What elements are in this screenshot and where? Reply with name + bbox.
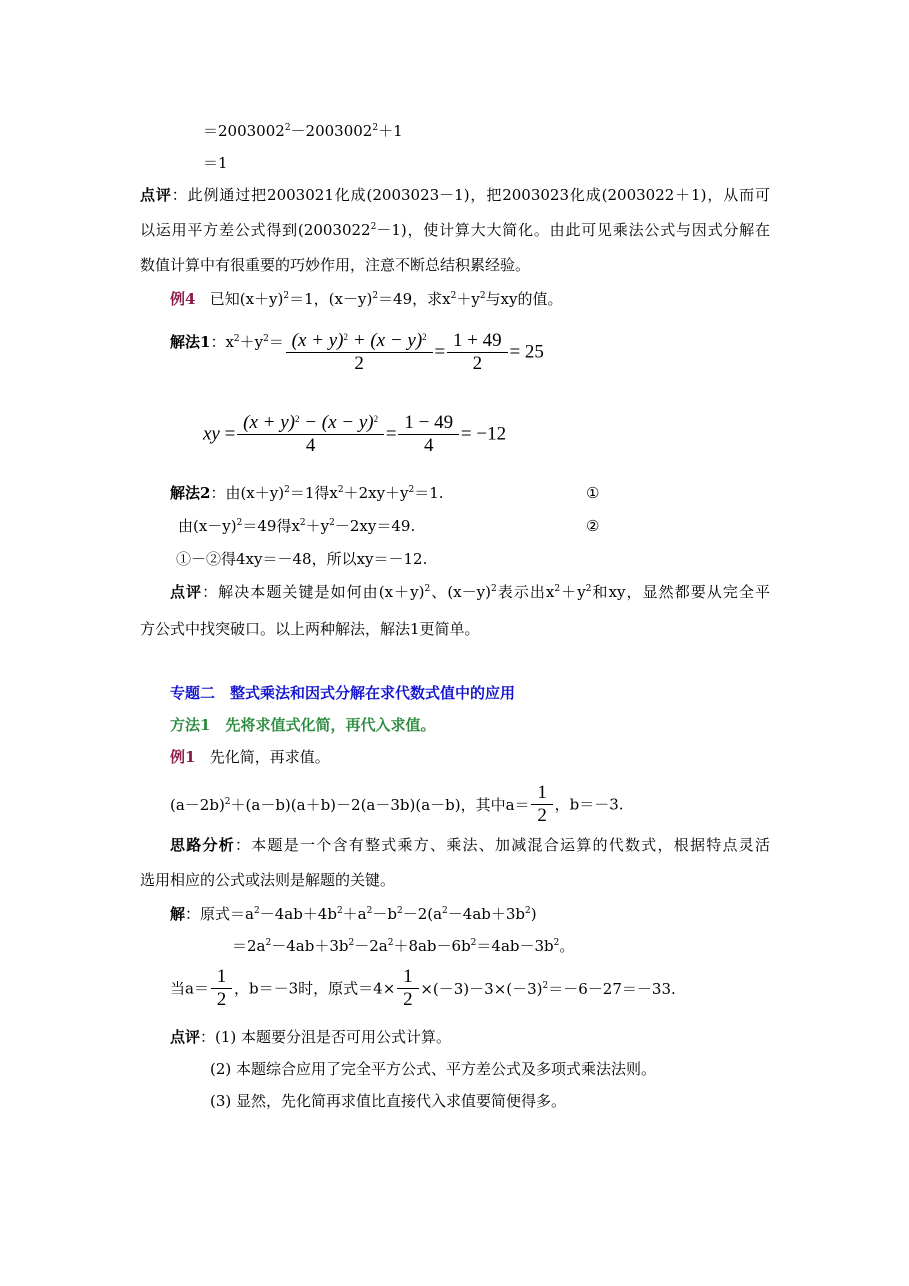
comment-text: ：此例通过把2003021化成(2003023－1)，把2003023化成(2003022＋1)，从而可: [171, 186, 770, 204]
frac-den: 2: [447, 352, 508, 375]
solution-text: ＝1.: [414, 484, 444, 502]
calc-text: ＝2003002: [203, 122, 285, 140]
comment-3-line-2: (2) 本题综合应用了完全平方公式、平方差公式及多项式乘法法则。: [210, 1060, 657, 1078]
sub-text: ×(－3)－3×(－3): [420, 979, 543, 998]
comment-text: －1)，使计算大大简化。由此可见乘法公式与因式分解在: [376, 221, 770, 239]
comment-label: 点评: [170, 583, 203, 601]
exp: 2: [470, 938, 477, 948]
example-text: 先化简，再求值。: [209, 748, 330, 766]
exp: 2: [348, 938, 355, 948]
frac-den: 2: [211, 988, 233, 1011]
example-label: 例1: [170, 748, 196, 766]
calc-line-1: [203, 121, 403, 141]
exp: 2: [236, 518, 243, 528]
frac-den: 4: [237, 434, 384, 457]
exp: 2: [263, 333, 269, 344]
comment-text: ：(1) 本题要分沮是否可用公式计算。: [200, 1028, 452, 1046]
result: = −12: [460, 423, 507, 445]
solution-text: ：由(x＋y): [210, 484, 285, 502]
fraction-value: [401, 412, 456, 457]
frac-num: 1 − 49: [404, 412, 454, 433]
exp: 2: [424, 584, 431, 594]
calc-line-2: ＝1: [203, 154, 228, 172]
analysis-text: ：本题是一个含有整式乘方、乘法、加减混合运算的代数式，根据特点灵活: [235, 836, 770, 854]
sub-text: 当a＝: [170, 979, 209, 998]
frac-den: 2: [397, 988, 419, 1011]
frac-den: 2: [531, 804, 553, 827]
comment-3-line-3: (3) 显然，先化简再求值比直接代入求值要简便得多。: [210, 1092, 567, 1110]
comment-3-line-1: [170, 1027, 451, 1047]
exp: 2: [373, 414, 379, 424]
comment-text: 、(x－y): [430, 583, 491, 601]
solution-text: ): [530, 905, 537, 923]
comment-1-line-1: [140, 185, 770, 205]
solution-text: ＋y: [239, 332, 264, 351]
solution-text: 由(x－y): [178, 517, 237, 535]
solution-text: ＋a: [342, 905, 367, 923]
frac-den: 2: [286, 352, 433, 375]
comment-1-line-2: [140, 220, 770, 240]
exp: 2: [343, 332, 348, 342]
calc-text: ＋1: [378, 122, 403, 140]
exp: 2: [554, 584, 561, 594]
sub-text: ＝－6－27＝－33.: [548, 979, 676, 998]
xy-lhs: xy: [203, 423, 220, 445]
solution-text: －2a: [354, 937, 388, 955]
exp: 2: [366, 906, 373, 916]
frac-num: − (x − y): [299, 412, 374, 433]
example-text: ＝1，(x－y): [289, 290, 373, 308]
exp: 2: [450, 291, 457, 301]
result: = 25: [509, 341, 544, 363]
solution-text: ＝49得x: [242, 517, 300, 535]
solution-2-line-3: ①－②得4xy＝－48，所以xy＝－12.: [176, 550, 428, 568]
xy-formula: xy = $\frac{(x + y)^2 - (x - y)^2}{4}$ = $\frac{1 - 49}{4}$ = −12: [203, 412, 507, 456]
exp: 2: [422, 332, 427, 342]
expr-text: ＋(a－b)(a＋b)－2(a－3b)(a－b)，其中a＝: [230, 795, 530, 814]
example-text: 与xy的值。: [485, 290, 563, 308]
solution-line-1: [170, 904, 537, 924]
comment-2-line-2: 方公式中找突破口。以上两种解法，解法1更简单。: [140, 620, 480, 638]
exp: 2: [329, 518, 335, 528]
equation-mark-1: ①: [586, 484, 600, 502]
example-4: [170, 289, 562, 309]
solution-label: 解法1: [170, 332, 211, 351]
exp: 2: [283, 291, 290, 301]
solution-line-2: [232, 936, 574, 956]
solution-text: －b: [372, 905, 397, 923]
solution-text: ：原式＝a: [185, 905, 254, 923]
fraction-sum-squares: [289, 330, 430, 375]
comment-label: 点评: [170, 1028, 201, 1046]
substitution-line: [170, 966, 676, 1011]
exp: 2: [284, 485, 290, 495]
exp: 2: [370, 222, 377, 232]
exp: 2: [408, 485, 415, 495]
exp: 2: [396, 906, 403, 916]
example-text: ＝49，求x: [378, 290, 451, 308]
expr-text: (a－2b): [170, 795, 225, 814]
exp: 2: [542, 980, 549, 991]
exp: 2: [387, 938, 394, 948]
fraction-half: [534, 782, 550, 827]
solution-text: －4ab＋3b: [271, 937, 349, 955]
solution-text: －2xy＝49.: [334, 517, 416, 535]
frac-num: + (x − y): [348, 330, 423, 351]
example-text: 已知(x＋y): [209, 290, 284, 308]
solution-label: 解法2: [170, 484, 211, 502]
solution-text: ＝4ab－3b: [476, 937, 554, 955]
exp: 2: [265, 938, 272, 948]
expr-text: ，b＝－3.: [554, 795, 624, 814]
frac-den: 4: [398, 434, 459, 457]
fraction-value: [450, 330, 505, 375]
exp: 2: [442, 906, 448, 916]
frac-num: (x + y): [291, 330, 344, 351]
frac-num: 1: [216, 966, 227, 987]
frac-num: 1 + 49: [452, 330, 502, 351]
solution-text: ：x: [210, 332, 234, 351]
sub-text: ，b＝－3时，原式＝4×: [234, 979, 396, 998]
exp: 2: [585, 584, 592, 594]
exp: 2: [336, 906, 343, 916]
analysis-line-1: [170, 835, 770, 855]
solution-text: －2(a: [402, 905, 443, 923]
fraction-half: [214, 966, 230, 1011]
topic-heading: 专题二 整式乘法和因式分解在求代数式值中的应用: [170, 684, 516, 702]
fraction-half: [400, 966, 416, 1011]
solution-text: ＝1得x: [289, 484, 338, 502]
comment-2-line-1: [170, 582, 770, 602]
example-label: 例4: [170, 290, 196, 308]
solution-label: 解: [170, 905, 186, 923]
comment-label: 点评: [140, 186, 172, 204]
exp: 2: [284, 123, 291, 133]
exp: 2: [490, 584, 497, 594]
exp: 2: [525, 906, 531, 916]
exp: 2: [299, 518, 306, 528]
solution-text: ＋2xy＋y: [343, 484, 409, 502]
equation-mark-2: ②: [586, 517, 600, 535]
frac-num: 1: [537, 782, 547, 803]
solution-1: 解法1：$x^2+y^2=$ $\frac{(x + y)^2 + (x - y)^2}{2}$ = $\frac{1 + 49}{2}$ = 25: [170, 330, 544, 374]
comment-text: 表示出x: [496, 583, 555, 601]
example-1-expression: [170, 782, 624, 827]
comment-text: ：解决本题关键是如何由(x＋y): [202, 583, 425, 601]
calc-text: －2003002: [290, 122, 373, 140]
solution-text: －4ab＋4b: [259, 905, 337, 923]
solution-text: ＋y: [305, 517, 330, 535]
solution-2-line-2: [178, 516, 415, 536]
exp: 2: [253, 906, 260, 916]
comment-text: ＋y: [560, 583, 586, 601]
fraction-diff-squares: [240, 412, 381, 457]
exp: 2: [372, 123, 379, 133]
exp: 2: [553, 938, 560, 948]
exp: 2: [224, 796, 231, 807]
exp: 2: [372, 291, 379, 301]
exp: 2: [337, 485, 344, 495]
frac-num: (x + y): [243, 412, 295, 433]
frac-num: 1: [403, 966, 413, 987]
exp: 2: [233, 333, 240, 344]
exp: 2: [294, 414, 300, 424]
comment-text: 以运用平方差公式得到(2003022: [140, 221, 371, 239]
solution-text: 。: [559, 937, 575, 955]
solution-text: ＝2a: [232, 937, 266, 955]
comment-text: 和xy，显然都要从完全平: [591, 583, 770, 601]
analysis-line-2: 选用相应的公式或法则是解题的关键。: [140, 871, 396, 889]
example-1: [170, 747, 330, 767]
solution-text: ＝: [268, 332, 284, 351]
solution-2-line-1: [170, 483, 444, 503]
example-text: ＋y: [456, 290, 480, 308]
solution-text: －4ab＋3b: [447, 905, 526, 923]
comment-1-line-3: 数值计算中有很重要的巧妙作用，注意不断总结积累经验。: [140, 256, 531, 274]
exp: 2: [479, 291, 486, 301]
analysis-label: 思路分析: [170, 836, 235, 854]
method-heading: 方法1 先将求值式化简，再代入求值。: [170, 716, 436, 734]
solution-text: ＋8ab－6b: [393, 937, 471, 955]
